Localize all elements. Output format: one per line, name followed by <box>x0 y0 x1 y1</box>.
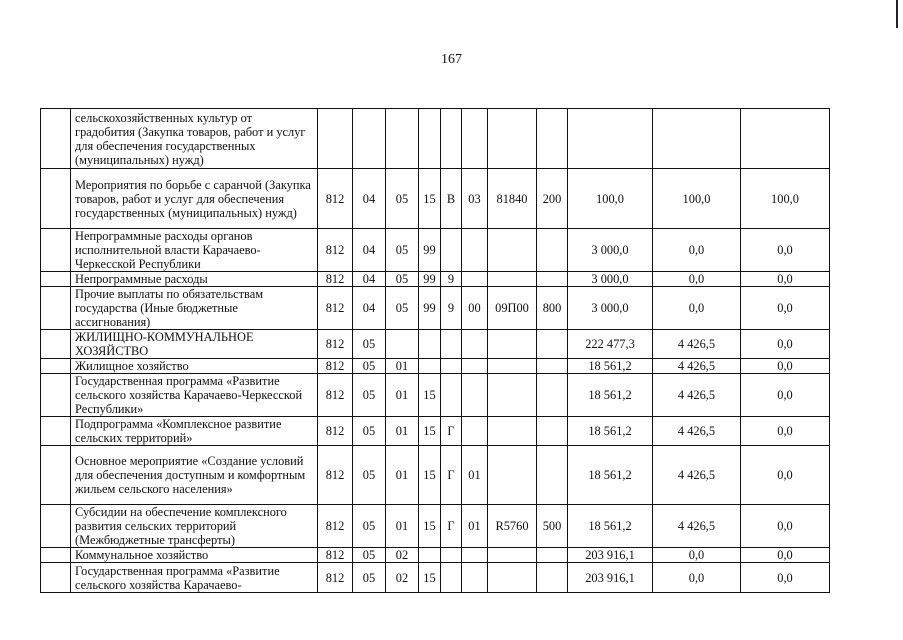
cell-c2: 04 <box>353 169 386 229</box>
cell-c3 <box>386 109 419 169</box>
cell-c6 <box>462 272 488 287</box>
cell-c6 <box>462 548 488 563</box>
cell-c3: 05 <box>386 169 419 229</box>
cell-v1 <box>568 109 653 169</box>
cell-v1: 18 561,2 <box>568 417 653 446</box>
cell-v1: 203 916,1 <box>568 548 653 563</box>
cell-c1 <box>318 109 353 169</box>
cell-c7: R5760 <box>488 505 537 548</box>
index-cell <box>41 330 71 359</box>
cell-c2: 05 <box>353 359 386 374</box>
cell-c1: 812 <box>318 563 353 593</box>
cell-c7 <box>488 374 537 417</box>
index-cell <box>41 563 71 593</box>
item-name-cell: Прочие выплаты по обязательствам государства (Иные бюджетные ассигнования) <box>71 287 318 330</box>
cell-v2: 0,0 <box>653 272 741 287</box>
cell-c8 <box>537 374 568 417</box>
cell-v2: 4 426,5 <box>653 417 741 446</box>
cell-c8 <box>537 272 568 287</box>
cell-v3: 0,0 <box>741 287 830 330</box>
cell-v3: 100,0 <box>741 169 830 229</box>
cell-v2: 4 426,5 <box>653 374 741 417</box>
cell-v2: 0,0 <box>653 287 741 330</box>
cell-c2: 04 <box>353 287 386 330</box>
index-cell <box>41 374 71 417</box>
table-row <box>41 417 830 446</box>
cell-v3: 0,0 <box>741 446 830 505</box>
index-cell <box>41 272 71 287</box>
item-name-cell: сельскохозяйственных культур от градобития (Закупка товаров, работ и услуг для обеспечения государственных (муниципальных) нужд) <box>71 109 318 169</box>
item-name-cell: Подпрограмма «Комплексное развитие сельских территорий» <box>71 417 318 446</box>
cell-c1: 812 <box>318 169 353 229</box>
item-name-cell: Субсидии на обеспечение комплексного развития сельских территорий (Межбюджетные трансферты) <box>71 505 318 548</box>
cell-c5 <box>441 359 462 374</box>
cell-c7 <box>488 229 537 272</box>
cell-c4 <box>419 359 441 374</box>
table-row <box>41 169 830 229</box>
cell-c5: Г <box>441 446 462 505</box>
cell-c3: 05 <box>386 272 419 287</box>
cell-c2: 05 <box>353 417 386 446</box>
cell-c7: 09П00 <box>488 287 537 330</box>
cell-v2: 4 426,5 <box>653 359 741 374</box>
cell-v3: 0,0 <box>741 548 830 563</box>
cell-c3: 01 <box>386 359 419 374</box>
table-row <box>41 505 830 548</box>
cell-c2: 05 <box>353 446 386 505</box>
cell-c1: 812 <box>318 359 353 374</box>
cell-c8: 800 <box>537 287 568 330</box>
item-name-cell: Жилищное хозяйство <box>71 359 318 374</box>
cell-v1: 18 561,2 <box>568 374 653 417</box>
cell-c1: 812 <box>318 330 353 359</box>
cell-c8 <box>537 330 568 359</box>
cell-c7 <box>488 359 537 374</box>
item-name-cell: Мероприятия по борьбе с саранчой (Закупка товаров, работ и услуг для обеспечения государственных (муниципальных) нужд) <box>71 169 318 229</box>
cell-c4: 15 <box>419 505 441 548</box>
cell-c7 <box>488 330 537 359</box>
table-row <box>41 109 830 169</box>
table-row <box>41 272 830 287</box>
budget-table <box>40 108 830 593</box>
cell-c2: 05 <box>353 563 386 593</box>
cell-c5: Г <box>441 505 462 548</box>
table-row <box>41 229 830 272</box>
cell-c5 <box>441 563 462 593</box>
cell-c8: 500 <box>537 505 568 548</box>
page-number: 167 <box>441 52 462 67</box>
cell-v1: 18 561,2 <box>568 359 653 374</box>
cell-c3: 01 <box>386 446 419 505</box>
cell-c7 <box>488 548 537 563</box>
cell-c1: 812 <box>318 272 353 287</box>
cell-c3: 01 <box>386 505 419 548</box>
table-row <box>41 446 830 505</box>
table-row <box>41 548 830 563</box>
cell-v1: 18 561,2 <box>568 446 653 505</box>
cell-c8: 200 <box>537 169 568 229</box>
cell-c1: 812 <box>318 548 353 563</box>
cell-c1: 812 <box>318 287 353 330</box>
cell-c3: 01 <box>386 417 419 446</box>
cell-c3 <box>386 330 419 359</box>
scan-edge-mark <box>896 0 898 28</box>
cell-c5: 9 <box>441 272 462 287</box>
cell-c8 <box>537 417 568 446</box>
cell-c1: 812 <box>318 417 353 446</box>
cell-v2: 4 426,5 <box>653 330 741 359</box>
index-cell <box>41 229 71 272</box>
cell-c5 <box>441 374 462 417</box>
cell-v2: 0,0 <box>653 229 741 272</box>
cell-c6: 01 <box>462 505 488 548</box>
cell-c5 <box>441 229 462 272</box>
cell-c4: 15 <box>419 563 441 593</box>
cell-c8 <box>537 446 568 505</box>
cell-c8 <box>537 548 568 563</box>
table-row <box>41 359 830 374</box>
cell-v3: 0,0 <box>741 272 830 287</box>
cell-c5: 9 <box>441 287 462 330</box>
item-name-cell: Непрограммные расходы органов исполнительной власти Карачаево-Черкесской Республики <box>71 229 318 272</box>
cell-c5 <box>441 330 462 359</box>
cell-c4: 99 <box>419 272 441 287</box>
cell-v2: 4 426,5 <box>653 446 741 505</box>
cell-v3: 0,0 <box>741 330 830 359</box>
cell-c4: 15 <box>419 417 441 446</box>
cell-c7 <box>488 109 537 169</box>
cell-c2: 05 <box>353 374 386 417</box>
cell-c7 <box>488 563 537 593</box>
cell-v3: 0,0 <box>741 505 830 548</box>
cell-c6: 01 <box>462 446 488 505</box>
cell-c6 <box>462 374 488 417</box>
cell-c6: 03 <box>462 169 488 229</box>
index-cell <box>41 169 71 229</box>
table-row <box>41 563 830 593</box>
item-name-cell: Непрограммные расходы <box>71 272 318 287</box>
cell-c2 <box>353 109 386 169</box>
cell-v2 <box>653 109 741 169</box>
cell-c3: 05 <box>386 287 419 330</box>
item-name-cell: Коммунальное хозяйство <box>71 548 318 563</box>
cell-c4: 15 <box>419 374 441 417</box>
item-name-cell: ЖИЛИЩНО-КОММУНАЛЬНОЕ ХОЗЯЙСТВО <box>71 330 318 359</box>
cell-v1: 100,0 <box>568 169 653 229</box>
index-cell <box>41 548 71 563</box>
cell-v1: 3 000,0 <box>568 287 653 330</box>
cell-c3: 05 <box>386 229 419 272</box>
cell-c7 <box>488 446 537 505</box>
cell-v1: 203 916,1 <box>568 563 653 593</box>
cell-c1: 812 <box>318 505 353 548</box>
cell-v3: 0,0 <box>741 374 830 417</box>
cell-c4: 99 <box>419 229 441 272</box>
cell-c2: 04 <box>353 229 386 272</box>
cell-v2: 0,0 <box>653 548 741 563</box>
cell-v3: 0,0 <box>741 417 830 446</box>
cell-v1: 222 477,3 <box>568 330 653 359</box>
cell-c2: 04 <box>353 272 386 287</box>
table-row <box>41 330 830 359</box>
cell-v3: 0,0 <box>741 563 830 593</box>
cell-v3: 0,0 <box>741 229 830 272</box>
cell-c4 <box>419 109 441 169</box>
cell-v2: 100,0 <box>653 169 741 229</box>
cell-c5: В <box>441 169 462 229</box>
cell-c8 <box>537 563 568 593</box>
cell-c5 <box>441 548 462 563</box>
cell-c6 <box>462 417 488 446</box>
index-cell <box>41 505 71 548</box>
cell-c6 <box>462 330 488 359</box>
cell-c1: 812 <box>318 446 353 505</box>
cell-c7: 81840 <box>488 169 537 229</box>
cell-v3 <box>741 109 830 169</box>
cell-c4: 15 <box>419 446 441 505</box>
cell-c8 <box>537 109 568 169</box>
index-cell <box>41 417 71 446</box>
item-name-cell: Государственная программа «Развитие сельского хозяйства Карачаево- <box>71 563 318 593</box>
cell-c6 <box>462 109 488 169</box>
cell-c3: 02 <box>386 548 419 563</box>
cell-c5 <box>441 109 462 169</box>
cell-c6 <box>462 563 488 593</box>
cell-c1: 812 <box>318 229 353 272</box>
cell-v2: 4 426,5 <box>653 505 741 548</box>
cell-c2: 05 <box>353 505 386 548</box>
cell-c6 <box>462 359 488 374</box>
cell-c5: Г <box>441 417 462 446</box>
cell-c2: 05 <box>353 330 386 359</box>
cell-c3: 02 <box>386 563 419 593</box>
cell-c8 <box>537 359 568 374</box>
index-cell <box>41 446 71 505</box>
cell-v2: 0,0 <box>653 563 741 593</box>
cell-c6: 00 <box>462 287 488 330</box>
cell-c4 <box>419 548 441 563</box>
cell-c6 <box>462 229 488 272</box>
item-name-cell: Государственная программа «Развитие сельского хозяйства Карачаево-Черкесской Республики» <box>71 374 318 417</box>
cell-c7 <box>488 272 537 287</box>
cell-c3: 01 <box>386 374 419 417</box>
cell-v3: 0,0 <box>741 359 830 374</box>
cell-c8 <box>537 229 568 272</box>
cell-c4: 99 <box>419 287 441 330</box>
index-cell <box>41 109 71 169</box>
cell-v1: 3 000,0 <box>568 272 653 287</box>
index-cell <box>41 287 71 330</box>
cell-v1: 18 561,2 <box>568 505 653 548</box>
cell-c7 <box>488 417 537 446</box>
table-row <box>41 287 830 330</box>
cell-v1: 3 000,0 <box>568 229 653 272</box>
index-cell <box>41 359 71 374</box>
table-row <box>41 374 830 417</box>
cell-c1: 812 <box>318 374 353 417</box>
item-name-cell: Основное мероприятие «Создание условий для обеспечения доступным и комфортным жильем сельского населения» <box>71 446 318 505</box>
cell-c4 <box>419 330 441 359</box>
cell-c2: 05 <box>353 548 386 563</box>
cell-c4: 15 <box>419 169 441 229</box>
